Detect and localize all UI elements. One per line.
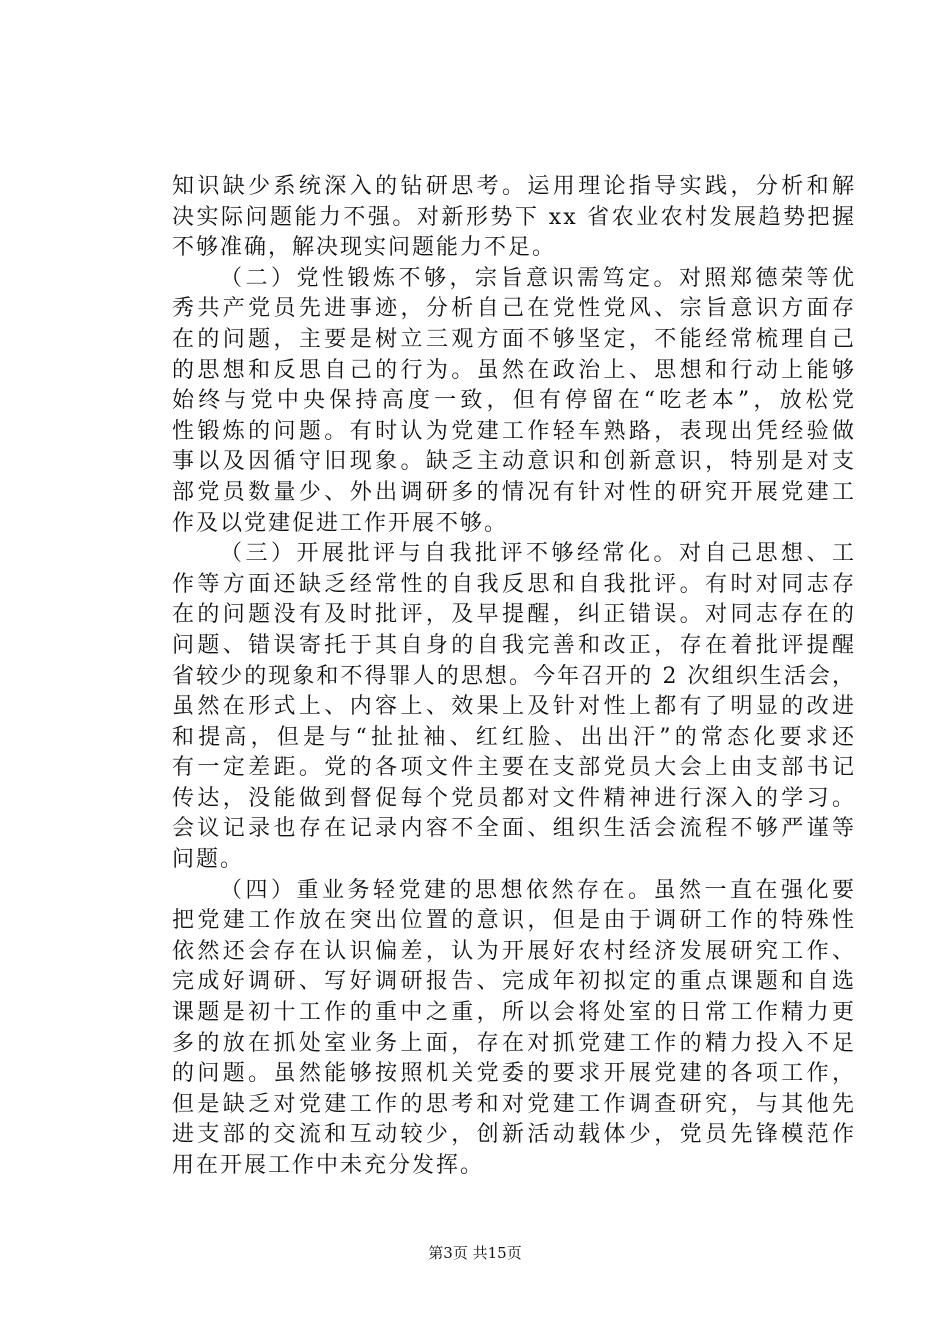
text-line: （三）开展批评与自我批评不够经常化。对自己思想、工 (220, 541, 856, 567)
text-line: 有一定差距。党的各项文件主要在支部党员大会上由支部书记 (172, 755, 856, 781)
text-line: 不够准确，解决现实问题能力不足。 (172, 235, 557, 261)
text-line: 在的问题没有及时批评，及早提醒，纠正错误。对同志存在的 (172, 602, 856, 628)
text-line: 进支部的交流和互动较少，创新活动载体少，党员先锋模范作 (172, 1122, 856, 1148)
text-line: 传达，没能做到督促每个党员都对文件精神进行深入的学习。 (172, 785, 856, 811)
page-footer: 第3页 共15页 (428, 1244, 522, 1262)
text-line: 始终与党中央保持高度一致，但有停留在“吃老本”，放松党 (172, 388, 856, 414)
text-line: 在的问题，主要是树立三观方面不够坚定，不能经常梳理自己 (172, 326, 856, 352)
text-line: 决实际问题能力不强。对新形势下 xx 省农业农村发展趋势把握 (172, 204, 856, 230)
text-line: 依然还会存在认识偏差，认为开展好农村经济发展研究工作、 (172, 938, 856, 964)
text-line: 性锻炼的问题。有时认为党建工作轻车熟路，表现出凭经验做 (172, 418, 856, 444)
document-body (172, 172, 856, 1182)
paragraph (172, 539, 856, 876)
text-line: 秀共产党员先进事迹，分析自己在党性党风、宗旨意识方面存 (172, 296, 856, 322)
text-line: 课题是初十工作的重中之重，所以会将处室的日常工作精力更 (172, 1000, 856, 1026)
text-line: 问题。 (172, 847, 245, 873)
text-line: 知识缺少系统深入的钻研思考。运用理论指导实践，分析和解 (172, 174, 856, 199)
text-line: （二）党性锻炼不够，宗旨意识需笃定。对照郑德荣等优 (220, 265, 856, 291)
text-line: 部党员数量少、外出调研多的情况有针对性的研究开展党建工 (172, 479, 856, 505)
text-line: 问题、错误寄托于其自身的自我完善和改正，存在着批评提醒 (172, 632, 856, 658)
text-line: 的问题。虽然能够按照机关党委的要求开展党建的各项工作， (172, 1061, 856, 1087)
text-line: （四）重业务轻党建的思想依然存在。虽然一直在强化要 (220, 877, 856, 903)
text-line: 完成好调研、写好调研报告、完成年初拟定的重点课题和自选 (172, 969, 856, 995)
text-line: 作等方面还缺乏经常性的自我反思和自我批评。有时对同志存 (172, 571, 856, 597)
text-line: 和提高，但是与“扯扯袖、红红脸、出出汗”的常态化要求还 (172, 724, 856, 750)
text-line: 事以及因循守旧现象。缺乏主动意识和创新意识，特别是对支 (172, 449, 856, 475)
paragraph (172, 876, 856, 1182)
text-line: 作及以党建促进工作开展不够。 (172, 510, 509, 536)
text-line: 但是缺乏对党建工作的思考和对党建工作调查研究，与其他先 (172, 1091, 856, 1117)
text-line: 用在开展工作中未充分发挥。 (172, 1153, 485, 1178)
text-line: 把党建工作放在突出位置的意识，但是由于调研工作的特殊性 (172, 908, 856, 934)
text-line: 的思想和反思自己的行为。虽然在政治上、思想和行动上能够 (172, 357, 856, 383)
text-line: 虽然在形式上、内容上、效果上及针对性上都有了明显的改进 (172, 694, 856, 720)
text-line: 会议记录也存在记录内容不全面、组织生活会流程不够严谨等 (172, 816, 856, 842)
text-line: 省较少的现象和不得罪人的思想。今年召开的 2 次组织生活会， (172, 663, 856, 689)
paragraph (172, 172, 856, 264)
paragraph (172, 264, 856, 539)
text-line: 多的放在抓处室业务上面，存在对抓党建工作的精力投入不足 (172, 1030, 856, 1056)
